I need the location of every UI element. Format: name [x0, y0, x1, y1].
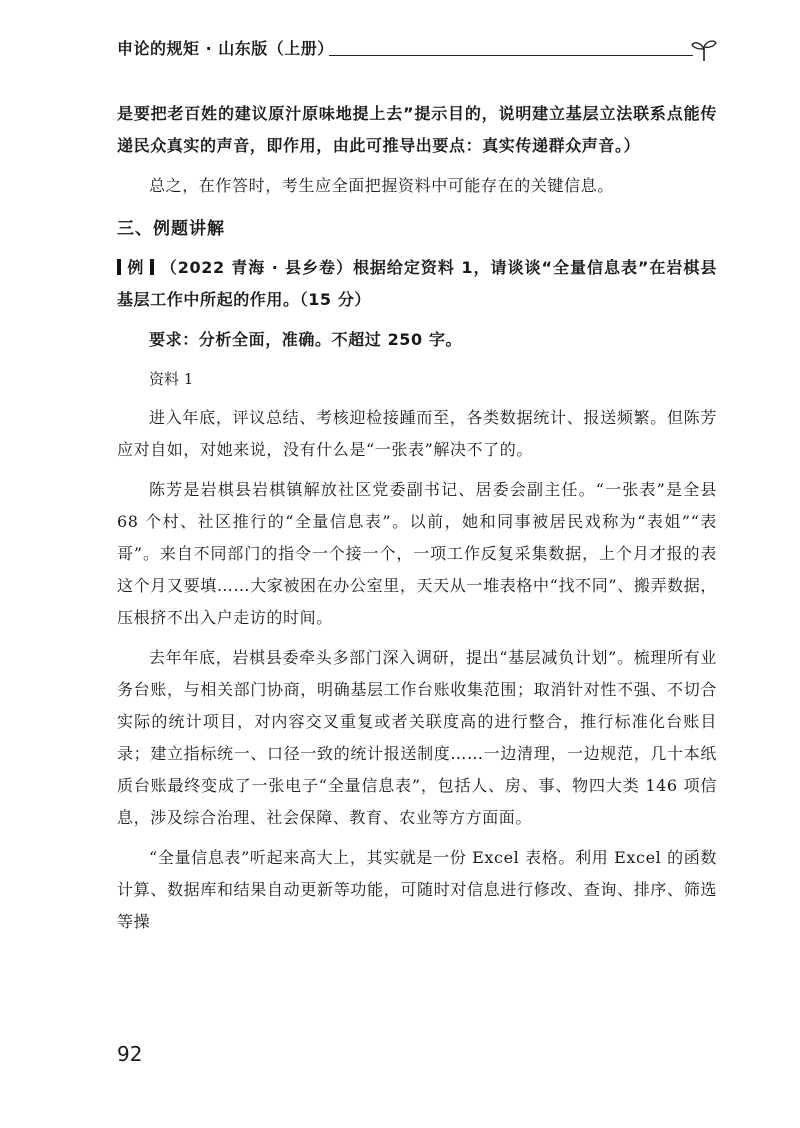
material-paragraph: “全量信息表”听起来高大上，其实就是一份 Excel 表格。利用 Excel 的函数计算、数据库和结果自动更新等功能，可随时对信息进行修改、查询、排序、筛选等操 [117, 848, 717, 931]
paragraph-continued: 是要把老百姓的建议原汁原味地提上去”提示目的，说明建立基层立法联系点能传递民众真实的声音，即作用，由此可推导出要点：真实传递群众声音。） [117, 104, 717, 155]
page-number: 92 [117, 1042, 143, 1066]
material-label: 资料 1 [149, 370, 194, 388]
page-content [117, 98, 717, 946]
running-header [117, 38, 717, 68]
material-paragraph: 进入年底，评议总结、考核迎检接踵而至，各类数据统计、报送频繁。但陈芳应对自如，对她来说，没有什么是“一张表”解决不了的。 [117, 408, 717, 459]
section-heading: 三、例题讲解 [117, 219, 225, 239]
paragraph-summary: 总之，在作答时，考生应全面把握资料中可能存在的关键信息。 [149, 176, 614, 195]
book-title: 申论的规矩 · 山东版（上册） [117, 39, 334, 58]
header-rule [329, 55, 693, 56]
example-question [117, 252, 717, 316]
example-question-text: （2022 青海 · 县乡卷）根据给定资料 1，请谈谈“全量信息表”在岩棋县基层工作中所起的作用。（15 分） [117, 258, 717, 309]
example-tag: 例 [127, 258, 145, 277]
sprout-icon [689, 38, 719, 62]
material-paragraph: 陈芳是岩棋县岩棋镇解放社区党委副书记、居委会副主任。“一张表”是全县 68 个村、社区推行的“全量信息表”。以前，她和同事被居民戏称为“表姐”“表哥”。来自不同部门的指令一个接一个，一项工作反复采集数据，上个月才报的表这个月又要填……大家被困在办公室里，天天从一堆表格中“找不同”、搬弄数据，压根挤不出入户走访的时间。 [117, 480, 717, 627]
example-bar-left [117, 259, 121, 275]
example-requirement: 要求：分析全面，准确。不超过 250 字。 [149, 330, 463, 349]
material-paragraph: 去年年底，岩棋县委牵头多部门深入调研，提出“基层减负计划”。梳理所有业务台账，与相关部门协商，明确基层工作台账收集范围；取消针对性不强、不切合实际的统计项目，对内容交叉重复或者关联度高的进行整合，推行标准化台账目录；建立指标统一、口径一致的统计报送制度……一边清理，一边规范，几十本纸质台账最终变成了一张电子“全量信息表”，包括人、房、事、物四大类 146 项信息，涉及综合治理、社会保障、教育、农业等方方面面。 [117, 648, 717, 827]
example-bar-right [150, 259, 154, 275]
